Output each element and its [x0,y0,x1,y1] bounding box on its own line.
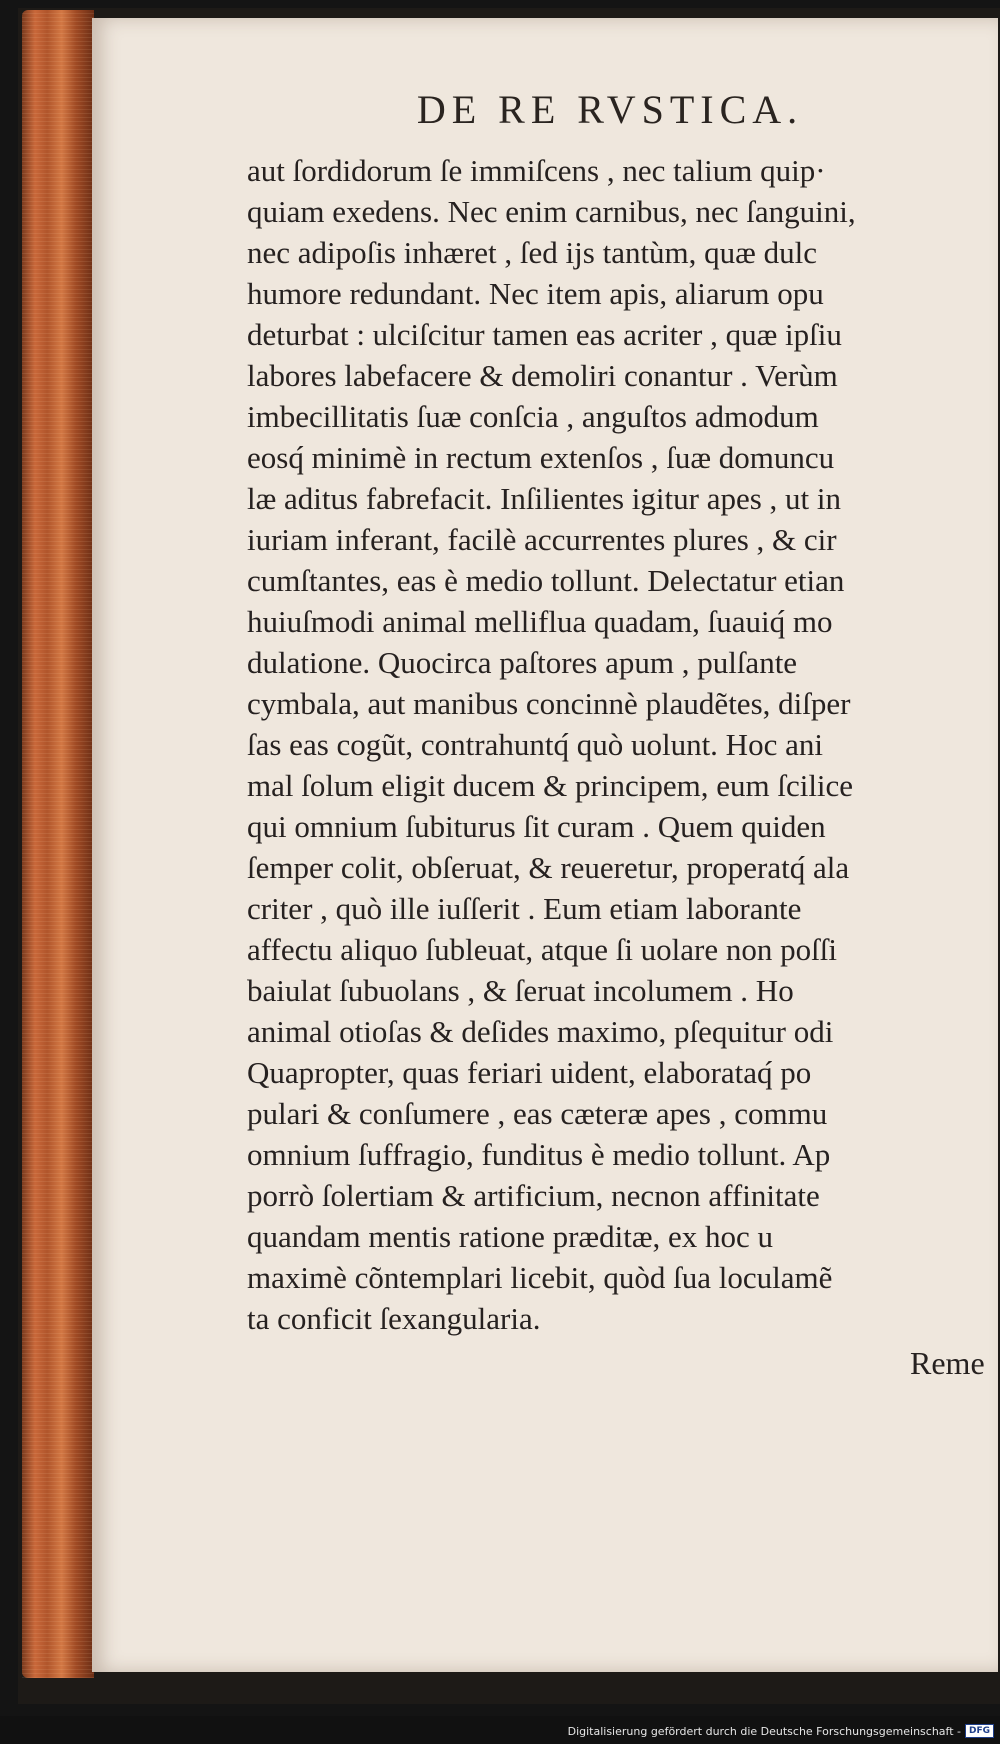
book-page [92,18,998,1672]
text-line: huiuſmodi animal melliflua quadam, ſuauiq́ mo [247,604,833,639]
text-line: humore redundant. Nec item apis, aliarum opu [247,276,824,311]
text-line: maximè cõntemplari licebit, quòd ſua loculamẽ [247,1260,833,1295]
text-line: ſemper colit, obſeruat, & reueretur, properatq́ ala [247,850,850,885]
catchword: Reme [910,1345,985,1381]
running-title: DE RE RVSTICA. [416,87,804,132]
text-line: læ aditus fabrefacit. Inſilientes igitur apes , ut in [247,481,842,516]
text-line: quiam exedens. Nec enim carnibus, nec ſanguini, [247,194,856,229]
text-line: mal ſolum eligit ducem & principem, eum ſcilice [247,768,854,803]
text-line: aut ſordidorum ſe immiſcens , nec talium quip· [247,153,826,188]
text-line: deturbat : ulciſcitur tamen eas acriter , quæ ipſiu [247,317,842,352]
credit-text: Digitalisierung gefördert durch die Deutsche Forschungsgemeinschaft - [567,1724,961,1738]
text-line: baiulat ſubuolans , & ſeruat incolumem . Ho [247,973,794,1008]
text-line: ſas eas cogũt, contrahuntq́ quò uolunt. Hoc ani [247,727,823,762]
text-line: eosq́ minimè in rectum extenſos , ſuæ domuncu [247,440,835,475]
text-line: imbecillitatis ſuæ conſcia , anguſtos admodum [247,399,819,434]
text-line: animal otioſas & deſides maximo, pſequitur odi [247,1014,834,1049]
text-line: omnium ſuffragio, funditus è medio tollunt. Ap [247,1137,831,1172]
digitization-credit [568,1724,994,1738]
text-line: dulatione. Quocirca paſtores apum , pulſante [247,645,798,680]
text-line: Quapropter, quas feriari uident, elaborataq́ po [247,1055,812,1090]
text-line: cumſtantes, eas è medio tollunt. Delectatur etian [247,563,845,598]
text-block [247,150,998,1339]
text-line: nec adipoſis inhæret , ſed ijs tantùm, quæ dulc [247,235,817,270]
book-page-edges [22,10,94,1678]
text-line: pulari & conſumere , eas cæteræ apes , commu [247,1096,828,1131]
text-line: cymbala, aut manibus concinnè plaudẽtes, diſper [247,686,851,721]
text-line: iuriam inferant, facilè accurrentes plures , & cir [247,522,837,557]
text-line: criter , quò ille iuſſerit . Eum etiam laborante [247,891,802,926]
text-line: affectu aliquo ſubleuat, atque ſi uolare non poſſi [247,932,837,967]
text-line: labores labefacere & demoliri conantur . Verùm [247,358,838,393]
text-line: qui omnium ſubiturus ſit curam . Quem quiden [247,809,826,844]
text-line: quandam mentis ratione præditæ, ex hoc u [247,1219,774,1254]
dfg-logo-icon: DFG [965,1724,994,1738]
text-line: porrò ſolertiam & artificium, necnon affinitate [247,1178,820,1213]
text-line: ta conficit ſexangularia. [247,1301,541,1336]
